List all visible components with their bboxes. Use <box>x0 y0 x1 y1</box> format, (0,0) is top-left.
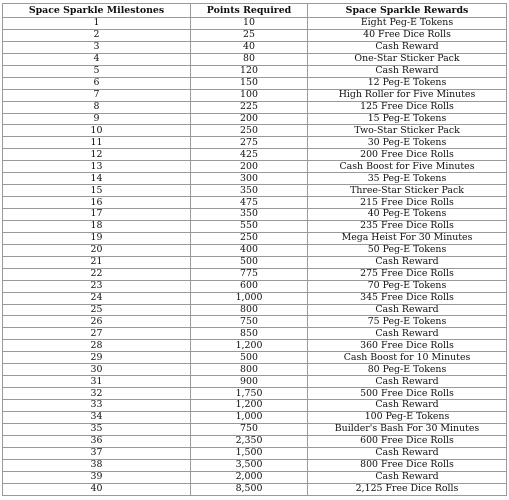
milestone-cell: 39 <box>3 471 191 483</box>
table-row <box>3 400 507 412</box>
points-cell: 225 <box>191 101 308 113</box>
table-row <box>3 149 507 161</box>
points-cell: 475 <box>191 197 308 209</box>
reward-cell: 235 Free Dice Rolls <box>308 220 507 232</box>
table-row <box>3 89 507 101</box>
points-cell: 200 <box>191 113 308 125</box>
reward-cell: Cash Reward <box>308 376 507 388</box>
points-cell: 8,500 <box>191 483 308 495</box>
points-cell: 850 <box>191 328 308 340</box>
table-row <box>3 209 507 221</box>
points-cell: 100 <box>191 89 308 101</box>
table-row <box>3 304 507 316</box>
points-cell: 425 <box>191 149 308 161</box>
table-row <box>3 483 507 495</box>
milestone-cell: 6 <box>3 77 191 89</box>
reward-cell: Builder's Bash For 30 Minutes <box>308 423 507 435</box>
points-cell: 10 <box>191 18 308 30</box>
points-cell: 800 <box>191 304 308 316</box>
milestone-cell: 31 <box>3 376 191 388</box>
table-row <box>3 113 507 125</box>
table-row <box>3 435 507 447</box>
reward-cell: 2,125 Free Dice Rolls <box>308 483 507 495</box>
milestone-cell: 34 <box>3 411 191 423</box>
points-cell: 2,000 <box>191 471 308 483</box>
milestone-cell: 18 <box>3 220 191 232</box>
table-row <box>3 41 507 53</box>
milestone-cell: 19 <box>3 232 191 244</box>
milestone-cell: 16 <box>3 197 191 209</box>
table-row <box>3 364 507 376</box>
table-row <box>3 185 507 197</box>
reward-cell: 200 Free Dice Rolls <box>308 149 507 161</box>
reward-cell: 125 Free Dice Rolls <box>308 101 507 113</box>
points-cell: 600 <box>191 280 308 292</box>
reward-cell: 80 Peg-E Tokens <box>308 364 507 376</box>
points-cell: 500 <box>191 256 308 268</box>
table-row <box>3 232 507 244</box>
reward-cell: Cash Reward <box>308 65 507 77</box>
milestone-cell: 27 <box>3 328 191 340</box>
reward-cell: 70 Peg-E Tokens <box>308 280 507 292</box>
milestone-cell: 8 <box>3 101 191 113</box>
milestone-cell: 3 <box>3 41 191 53</box>
points-cell: 350 <box>191 209 308 221</box>
points-cell: 250 <box>191 125 308 137</box>
table-row <box>3 137 507 149</box>
table-row <box>3 316 507 328</box>
points-cell: 150 <box>191 77 308 89</box>
points-cell: 900 <box>191 376 308 388</box>
table-row <box>3 101 507 113</box>
table-row <box>3 340 507 352</box>
milestone-cell: 30 <box>3 364 191 376</box>
table-row <box>3 220 507 232</box>
reward-cell: 40 Peg-E Tokens <box>308 209 507 221</box>
reward-cell: 275 Free Dice Rolls <box>308 268 507 280</box>
points-cell: 750 <box>191 316 308 328</box>
points-cell: 1,000 <box>191 292 308 304</box>
table-row <box>3 388 507 400</box>
table-body <box>3 18 507 496</box>
reward-cell: 600 Free Dice Rolls <box>308 435 507 447</box>
reward-cell: Three-Star Sticker Pack <box>308 185 507 197</box>
points-cell: 25 <box>191 29 308 41</box>
header-row <box>3 4 507 18</box>
reward-cell: Cash Boost for 10 Minutes <box>308 352 507 364</box>
milestone-cell: 11 <box>3 137 191 149</box>
reward-cell: 75 Peg-E Tokens <box>308 316 507 328</box>
points-cell: 120 <box>191 65 308 77</box>
milestone-cell: 35 <box>3 423 191 435</box>
reward-cell: Cash Boost for Five Minutes <box>308 161 507 173</box>
table-row <box>3 411 507 423</box>
reward-cell: Cash Reward <box>308 471 507 483</box>
points-cell: 800 <box>191 364 308 376</box>
points-cell: 1,200 <box>191 340 308 352</box>
points-cell: 2,350 <box>191 435 308 447</box>
milestone-cell: 25 <box>3 304 191 316</box>
points-cell: 1,000 <box>191 411 308 423</box>
reward-cell: 215 Free Dice Rolls <box>308 197 507 209</box>
reward-cell: 100 Peg-E Tokens <box>308 411 507 423</box>
milestone-cell: 29 <box>3 352 191 364</box>
milestone-cell: 7 <box>3 89 191 101</box>
points-cell: 550 <box>191 220 308 232</box>
points-cell: 3,500 <box>191 459 308 471</box>
table-row <box>3 352 507 364</box>
milestone-cell: 32 <box>3 388 191 400</box>
reward-cell: Cash Reward <box>308 400 507 412</box>
table-row <box>3 447 507 459</box>
table-row <box>3 376 507 388</box>
reward-cell: Cash Reward <box>308 256 507 268</box>
table-row <box>3 29 507 41</box>
reward-cell: 360 Free Dice Rolls <box>308 340 507 352</box>
milestone-cell: 10 <box>3 125 191 137</box>
milestone-cell: 23 <box>3 280 191 292</box>
table-row <box>3 268 507 280</box>
milestone-cell: 37 <box>3 447 191 459</box>
points-cell: 750 <box>191 423 308 435</box>
milestone-cell: 9 <box>3 113 191 125</box>
milestone-cell: 36 <box>3 435 191 447</box>
milestone-cell: 24 <box>3 292 191 304</box>
table-row <box>3 244 507 256</box>
milestone-cell: 2 <box>3 29 191 41</box>
header-milestones: Space Sparkle Milestones <box>3 4 191 18</box>
points-cell: 400 <box>191 244 308 256</box>
table-row <box>3 197 507 209</box>
points-cell: 80 <box>191 53 308 65</box>
milestones-table <box>2 3 507 496</box>
reward-cell: Two-Star Sticker Pack <box>308 125 507 137</box>
points-cell: 275 <box>191 137 308 149</box>
reward-cell: Cash Reward <box>308 304 507 316</box>
milestone-cell: 5 <box>3 65 191 77</box>
reward-cell: 800 Free Dice Rolls <box>308 459 507 471</box>
table-row <box>3 125 507 137</box>
points-cell: 200 <box>191 161 308 173</box>
table-row <box>3 292 507 304</box>
milestone-cell: 21 <box>3 256 191 268</box>
table-row <box>3 18 507 30</box>
milestone-cell: 1 <box>3 18 191 30</box>
milestone-cell: 40 <box>3 483 191 495</box>
milestone-cell: 22 <box>3 268 191 280</box>
reward-cell: Cash Reward <box>308 447 507 459</box>
milestone-cell: 26 <box>3 316 191 328</box>
milestone-cell: 20 <box>3 244 191 256</box>
reward-cell: 35 Peg-E Tokens <box>308 173 507 185</box>
table-row <box>3 65 507 77</box>
points-cell: 1,750 <box>191 388 308 400</box>
points-cell: 250 <box>191 232 308 244</box>
header-points-required: Points Required <box>191 4 308 18</box>
points-cell: 350 <box>191 185 308 197</box>
table-row <box>3 328 507 340</box>
table-row <box>3 423 507 435</box>
milestone-cell: 13 <box>3 161 191 173</box>
points-cell: 500 <box>191 352 308 364</box>
table-row <box>3 256 507 268</box>
milestone-cell: 28 <box>3 340 191 352</box>
points-cell: 300 <box>191 173 308 185</box>
reward-cell: 12 Peg-E Tokens <box>308 77 507 89</box>
header-rewards: Space Sparkle Rewards <box>308 4 507 18</box>
table-row <box>3 53 507 65</box>
points-cell: 40 <box>191 41 308 53</box>
milestone-cell: 17 <box>3 209 191 221</box>
reward-cell: 40 Free Dice Rolls <box>308 29 507 41</box>
reward-cell: 50 Peg-E Tokens <box>308 244 507 256</box>
milestone-cell: 33 <box>3 400 191 412</box>
reward-cell: High Roller for Five Minutes <box>308 89 507 101</box>
milestones-table-container <box>2 3 506 496</box>
reward-cell: 500 Free Dice Rolls <box>308 388 507 400</box>
table-row <box>3 459 507 471</box>
points-cell: 1,200 <box>191 400 308 412</box>
reward-cell: 30 Peg-E Tokens <box>308 137 507 149</box>
milestone-cell: 38 <box>3 459 191 471</box>
reward-cell: 345 Free Dice Rolls <box>308 292 507 304</box>
points-cell: 775 <box>191 268 308 280</box>
reward-cell: Cash Reward <box>308 41 507 53</box>
milestone-cell: 4 <box>3 53 191 65</box>
reward-cell: One-Star Sticker Pack <box>308 53 507 65</box>
reward-cell: 15 Peg-E Tokens <box>308 113 507 125</box>
points-cell: 1,500 <box>191 447 308 459</box>
table-row <box>3 471 507 483</box>
table-row <box>3 173 507 185</box>
table-row <box>3 161 507 173</box>
milestone-cell: 12 <box>3 149 191 161</box>
reward-cell: Cash Reward <box>308 328 507 340</box>
reward-cell: Eight Peg-E Tokens <box>308 18 507 30</box>
table-row <box>3 77 507 89</box>
table-row <box>3 280 507 292</box>
milestone-cell: 14 <box>3 173 191 185</box>
milestone-cell: 15 <box>3 185 191 197</box>
reward-cell: Mega Heist For 30 Minutes <box>308 232 507 244</box>
